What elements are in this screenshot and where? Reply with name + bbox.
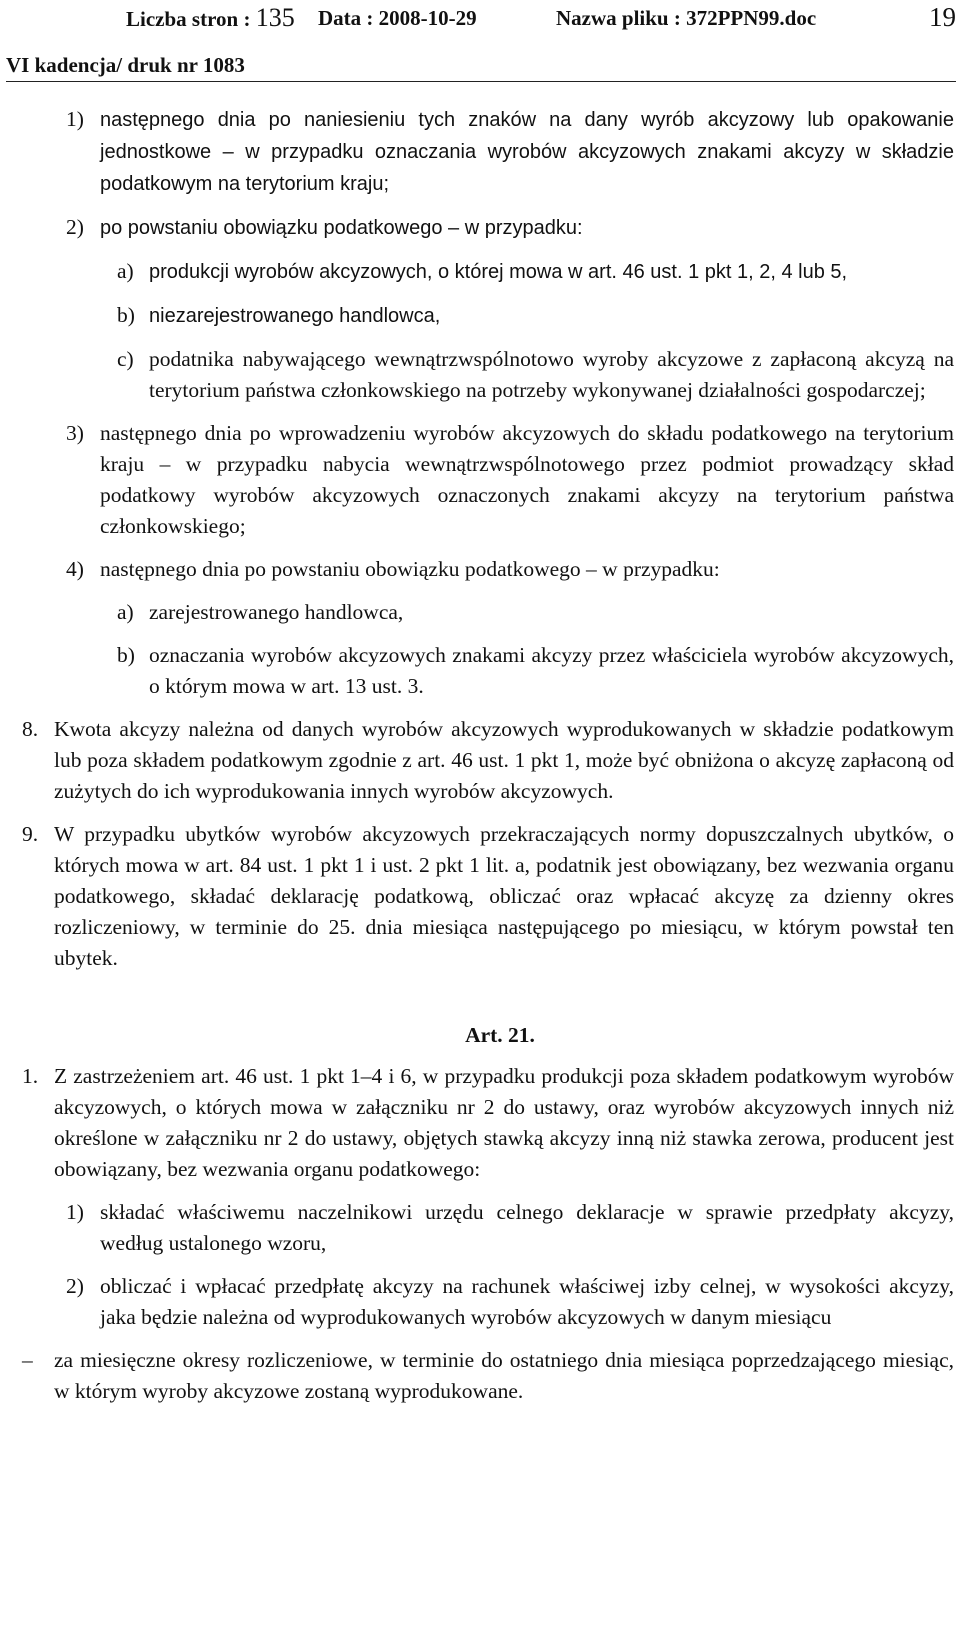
document-date xyxy=(318,4,477,32)
page-count xyxy=(126,4,295,33)
numbered-paragraph xyxy=(22,714,954,807)
item-text: niezarejestrowanego handlowca, xyxy=(149,305,441,327)
print-reference: VI kadencja/ druk nr 1083 xyxy=(6,53,245,77)
item-text: obliczać i wpłacać przedpłatę akcyzy na rachunek właściwej izby celnej, w wysokości akcyzy, jaka będzie należna od wyprodukowanych wyrobów akcyzowych w danym miesiącu xyxy=(100,1274,954,1329)
page-count-value: 135 xyxy=(255,3,295,32)
dash-paragraph xyxy=(22,1345,954,1407)
item-text: oznaczania wyrobów akcyzowych znakami akcyzy przez właściciela wyrobów akcyzowych, o którym mowa w art. 13 ust. 3. xyxy=(149,643,954,698)
item-text: następnego dnia po powstaniu obowiązku podatkowego – w przypadku: xyxy=(100,557,720,581)
item-label: 1) xyxy=(66,1200,84,1224)
item-label: b) xyxy=(117,643,135,667)
list-item xyxy=(117,344,954,406)
list-item xyxy=(117,597,954,628)
date-value: 2008-10-29 xyxy=(378,6,477,30)
list-item xyxy=(117,300,954,332)
page-count-label: Liczba stron : xyxy=(126,7,256,31)
numbered-paragraph xyxy=(22,819,954,974)
file-name-value: 372PPN99.doc xyxy=(686,6,817,30)
list-item xyxy=(66,418,954,542)
paragraph-text: W przypadku ubytków wyrobów akcyzowych przekraczających normy dopuszczalnych ubytków, o których mowa w art. 84 ust. 1 pkt 1 i ust. 2 pkt 1 lit. a, podatnik jest obowiązany, bez wezwania organu podatkowego, składać deklarację podatkową, obliczać oraz wpłacać akcyzę za dzienny okres rozliczeniowy, w terminie do 25. dnia miesiąca następującego po miesiącu, w którym powstał ten ubytek. xyxy=(54,822,954,970)
paragraph-number: 1. xyxy=(22,1064,39,1088)
item-label: 2) xyxy=(66,1274,84,1298)
list-item xyxy=(117,640,954,702)
item-text: następnego dnia po wprowadzeniu wyrobów akcyzowych do składu podatkowego na terytorium kraju – w przypadku nabycia wewnątrzwspólnotowego przez podmiot prowadzący skład podatkowy wyrobów akcyzowych oznaczonych znakami akcyzy na terytorium państwa członkowskiego; xyxy=(100,421,954,538)
dash-label: – xyxy=(22,1348,33,1372)
page-number: 19 xyxy=(929,2,956,32)
item-label: 3) xyxy=(66,421,84,445)
article-heading: Art. 21. xyxy=(465,1023,535,1047)
item-label: 4) xyxy=(66,557,84,581)
item-text: zarejestrowanego handlowca, xyxy=(149,600,404,624)
list-item xyxy=(117,256,954,288)
item-label: a) xyxy=(117,259,134,283)
list-item xyxy=(66,554,954,585)
paragraph-text: Kwota akcyzy należna od danych wyrobów akcyzowych wyprodukowanych w składzie podatkowym lub poza składem podatkowym zgodnie z art. 46 ust. 1 pkt 1, może być obniżona o akcyzę zapłaconą od zużytych do ich wyprodukowania innych wyrobów akcyzowych. xyxy=(54,717,954,803)
document-body xyxy=(0,104,960,1419)
item-label: b) xyxy=(117,303,135,327)
header-divider xyxy=(6,81,956,82)
list-item xyxy=(66,212,954,244)
document-header xyxy=(0,0,960,82)
item-label: 1) xyxy=(66,107,84,131)
paragraph-text: Z zastrzeżeniem art. 46 ust. 1 pkt 1–4 i 6, w przypadku produkcji poza składem podatkowym wyrobów akcyzowych, o których mowa w załączniku nr 2 do ustawy, oraz wyrobów akcyzowych innych niż określone w załączniku nr 2 do ustawy, objętych stawką akcyzy inną niż stawka zerowa, producent jest obowiązany, bez wezwania organu podatkowego: xyxy=(54,1064,954,1181)
item-text: następnego dnia po naniesieniu tych znaków na dany wyrób akcyzowy lub opakowanie jednostkowe – w przypadku oznaczania wyrobów akcyzowych znakami akcyzy w składzie podatkowym na terytorium kraju; xyxy=(100,109,954,195)
numbered-paragraph xyxy=(22,1061,954,1185)
item-label: c) xyxy=(117,347,134,371)
item-text: po powstaniu obowiązku podatkowego – w przypadku: xyxy=(100,217,583,239)
item-text: podatnika nabywającego wewnątrzwspólnotowo wyroby akcyzowe z zapłaconą akcyzą na terytorium państwa członkowskiego na potrzeby wykonywanej działalności gospodarczej; xyxy=(149,347,954,402)
list-item xyxy=(66,104,954,200)
item-text: składać właściwemu naczelnikowi urzędu celnego deklaracje w sprawie przedpłaty akcyzy, według ustalonego wzoru, xyxy=(100,1200,954,1255)
item-label: 2) xyxy=(66,215,84,239)
item-text: produkcji wyrobów akcyzowych, o której mowa w art. 46 ust. 1 pkt 1, 2, 4 lub 5, xyxy=(149,261,848,283)
list-item xyxy=(66,1271,954,1333)
date-label: Data : xyxy=(318,6,379,30)
file-name xyxy=(556,4,816,32)
paragraph-number: 9. xyxy=(22,822,39,846)
dash-text: za miesięczne okresy rozliczeniowe, w terminie do ostatniego dnia miesiąca poprzedzającego miesiąc, w którym wyroby akcyzowe zostaną wyprodukowane. xyxy=(54,1348,954,1403)
item-label: a) xyxy=(117,600,134,624)
paragraph-number: 8. xyxy=(22,717,39,741)
file-name-label: Nazwa pliku : xyxy=(556,6,687,30)
list-item xyxy=(66,1197,954,1259)
